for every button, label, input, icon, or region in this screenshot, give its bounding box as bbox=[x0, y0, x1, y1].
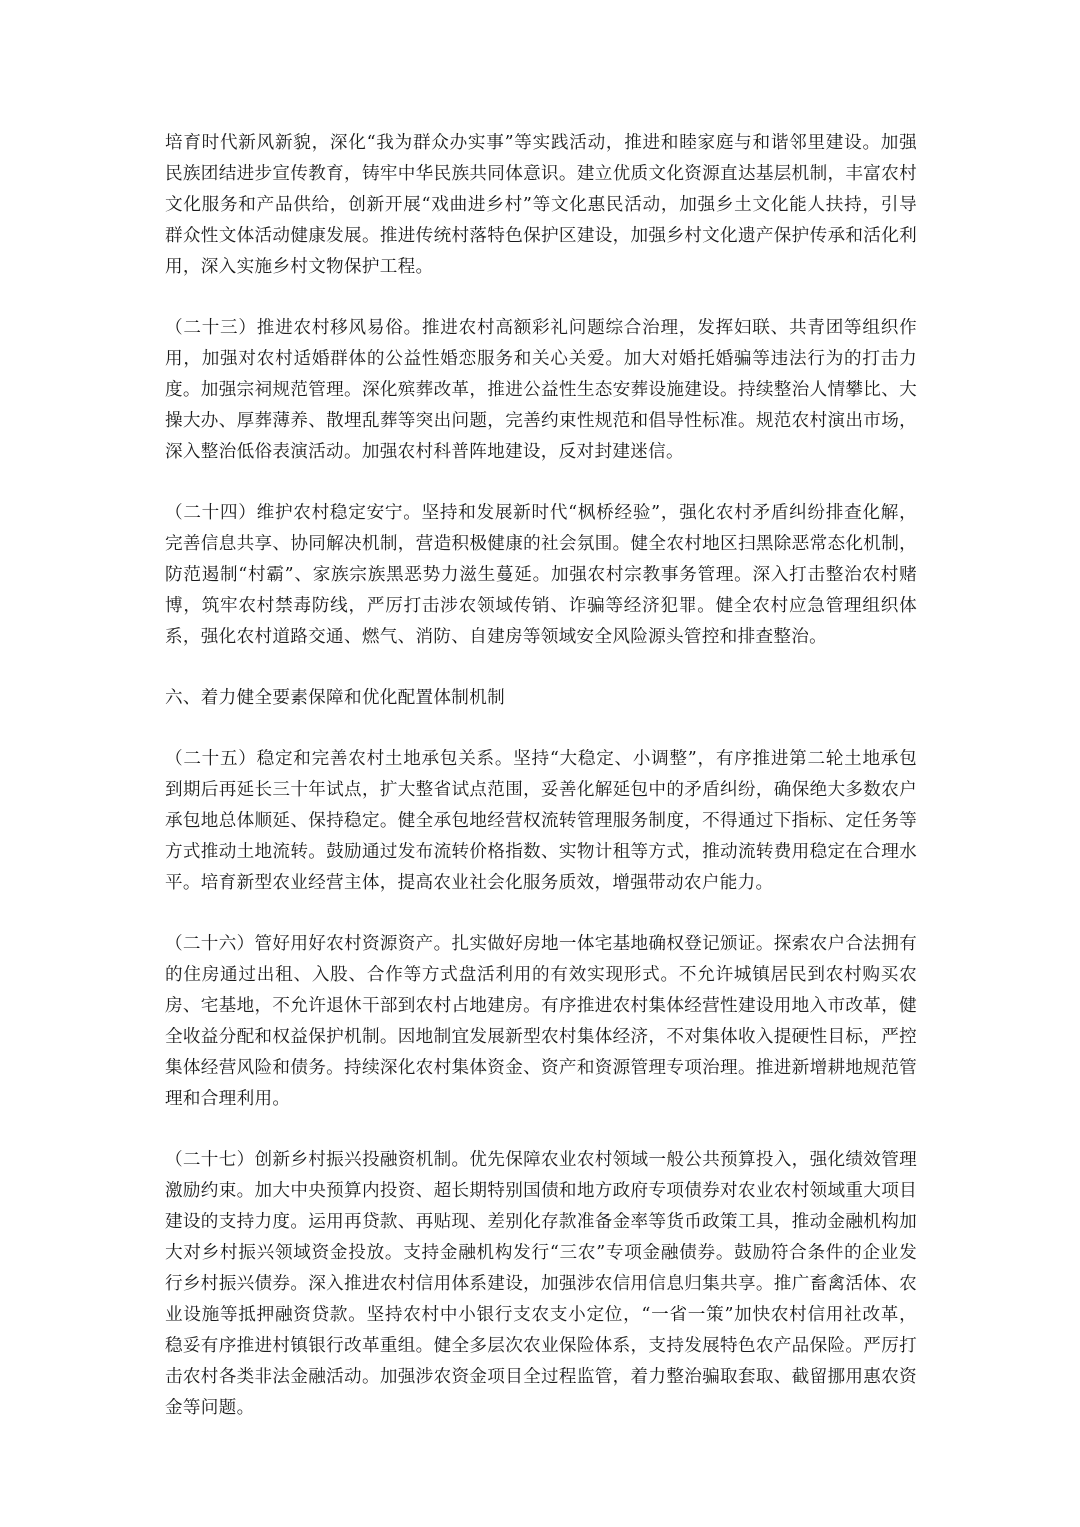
paragraph-culture: 培育时代新风新貌，深化“我为群众办实事”等实践活动，推进和睦家庭与和谐邻里建设。加强民族团结进步宣传教育，铸牢中华民族共同体意识。建立优质文化资源直达基层机制，丰富农村文化服务和产品供给，创新开展“戏曲进乡村”等文化惠民活动，加强乡土文化能人扶持，引导群众性文体活动健康发展。推进传统村落特色保护区建设，加强乡村文化遗产保护传承和活化利用，深入实施乡村文物保护工程。 bbox=[165, 133, 917, 277]
paragraph-24: （二十四）维护农村稳定安宁。坚持和发展新时代“枫桥经验”，强化农村矛盾纠纷排查化解，完善信息共享、协同解决机制，营造积极健康的社会氛围。健全农村地区扫黑除恶常态化机制，防范遏制“村霸”、家族宗族黑恶势力滋生蔓延。加强农村宗教事务管理。深入打击整治农村赌博，筑牢农村禁毒防线，严厉打击涉农领域传销、诈骗等经济犯罪。健全农村应急管理组织体系，强化农村道路交通、燃气、消防、自建房等领域安全风险源头管控和排查整治。 bbox=[165, 503, 917, 647]
paragraph-23: （二十三）推进农村移风易俗。推进农村高额彩礼问题综合治理，发挥妇联、共青团等组织作用，加强对农村适婚群体的公益性婚恋服务和关心关爱。加大对婚托婚骗等违法行为的打击力度。加强宗祠规范管理。深化殡葬改革，推进公益性生态安葬设施建设。持续整治人情攀比、大操大办、厚葬薄养、散埋乱葬等突出问题，完善约束性规范和倡导性标准。规范农村演出市场，深入整治低俗表演活动。加强农村科普阵地建设，反对封建迷信。 bbox=[165, 318, 917, 462]
paragraph-27: （二十七）创新乡村振兴投融资机制。优先保障农业农村领域一般公共预算投入，强化绩效管理激励约束。加大中央预算内投资、超长期特别国债和地方政府专项债券对农业农村领域重大项目建设的支持力度。运用再贷款、再贴现、差别化存款准备金率等货币政策工具，推动金融机构加大对乡村振兴领域资金投放。支持金融机构发行“三农”专项金融债券。鼓励符合条件的企业发行乡村振兴债券。深入推进农村信用体系建设，加强涉农信用信息归集共享。推广畜禽活体、农业设施等抵押融资贷款。坚持农村中小银行支农支小定位，“一省一策”加快农村信用社改革，稳妥有序推进村镇银行改革重组。健全多层次农业保险体系，支持发展特色农产品保险。严厉打击农村各类非法金融活动。加强涉农资金项目全过程监管，着力整治骗取套取、截留挪用惠农资金等问题。 bbox=[165, 1150, 917, 1418]
paragraph-26: （二十六）管好用好农村资源资产。扎实做好房地一体宅基地确权登记颁证。探索农户合法拥有的住房通过出租、入股、合作等方式盘活利用的有效实现形式。不允许城镇居民到农村购买农房、宅基地，不允许退休干部到农村占地建房。有序推进农村集体经营性建设用地入市改革，健全收益分配和权益保护机制。因地制宜发展新型农村集体经济，不对集体收入提硬性目标，严控集体经营风险和债务。持续深化农村集体资金、资产和资源管理专项治理。推进新增耕地规范管理和合理利用。 bbox=[165, 934, 917, 1109]
paragraph-25: （二十五）稳定和完善农村土地承包关系。坚持“大稳定、小调整”，有序推进第二轮土地承包到期后再延长三十年试点，扩大整省试点范围，妥善化解延包中的矛盾纠纷，确保绝大多数农户承包地总体顺延、保持稳定。健全承包地经营权流转管理服务制度，不得通过下指标、定任务等方式推动土地流转。鼓励通过发布流转价格指数、实物计租等方式，推动流转费用稳定在合理水平。培育新型农业经营主体，提高农业社会化服务质效，增强带动农户能力。 bbox=[165, 749, 917, 893]
document-body bbox=[165, 128, 917, 1454]
section-heading-6: 六、着力健全要素保障和优化配置体制机制 bbox=[165, 688, 505, 708]
